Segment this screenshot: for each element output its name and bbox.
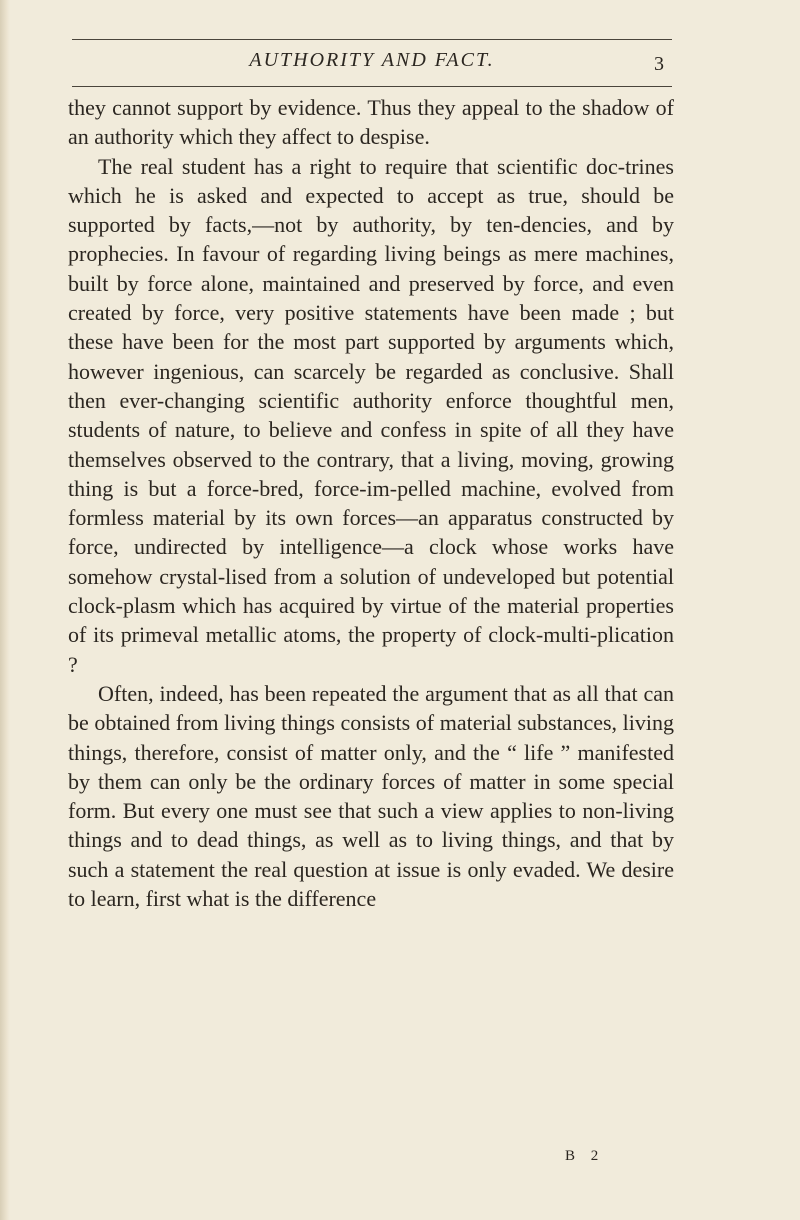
page-number: 3 [654,53,664,75]
paragraph: Often, indeed, has been repeated the argument that as all that can be obtained from living things consists of material substances, living things, therefore, consist of matter only, and the “ life ” manifested by them can only be the ordinary forces of matter in some special form. But every one must see that such a view applies to non-living things and to dead things, as well as to living things, and that by such a statement the real question at issue is only evaded. We desire to learn, first what is the difference [68,680,674,912]
header-rule-bottom [72,86,672,87]
paragraph: The real student has a right to require that scientific doc-trines which he is asked and expected to accept as true, should be supported by facts,—not by authority, by ten-dencies, and by prophecies. In favour of regarding living beings as mere machines, built by force alone, maintained and preserved by force, and even created by force, very positive statements have been made ; but these have been for the most part supported by arguments which, however ingenious, can scarcely be regarded as conclusive. Shall then ever-changing scientific authority enforce thoughtful men, students of nature, to believe and confess in spite of all they have themselves observed to the contrary, that a living, moving, growing thing is but a force-bred, force-im-pelled machine, evolved from formless material by its own forces—an apparatus constructed by force, undirected by intelligence—a clock whose works have somehow crystal-lised from a solution of undeveloped but potential clock-plasm which has acquired by virtue of the material properties of its primeval metallic atoms, the property of clock-multi-plication ? [68,153,674,677]
body-text [68,93,674,913]
running-head: AUTHORITY AND FACT. [249,49,495,71]
paragraph-continued: they cannot support by evidence. Thus they appeal to the shadow of an authority which they affect to despise. [68,95,674,150]
page-header [72,44,672,80]
signature-mark: B 2 [565,1148,605,1164]
header-rule-top [72,39,672,40]
page-edge-shadow [0,0,10,1220]
